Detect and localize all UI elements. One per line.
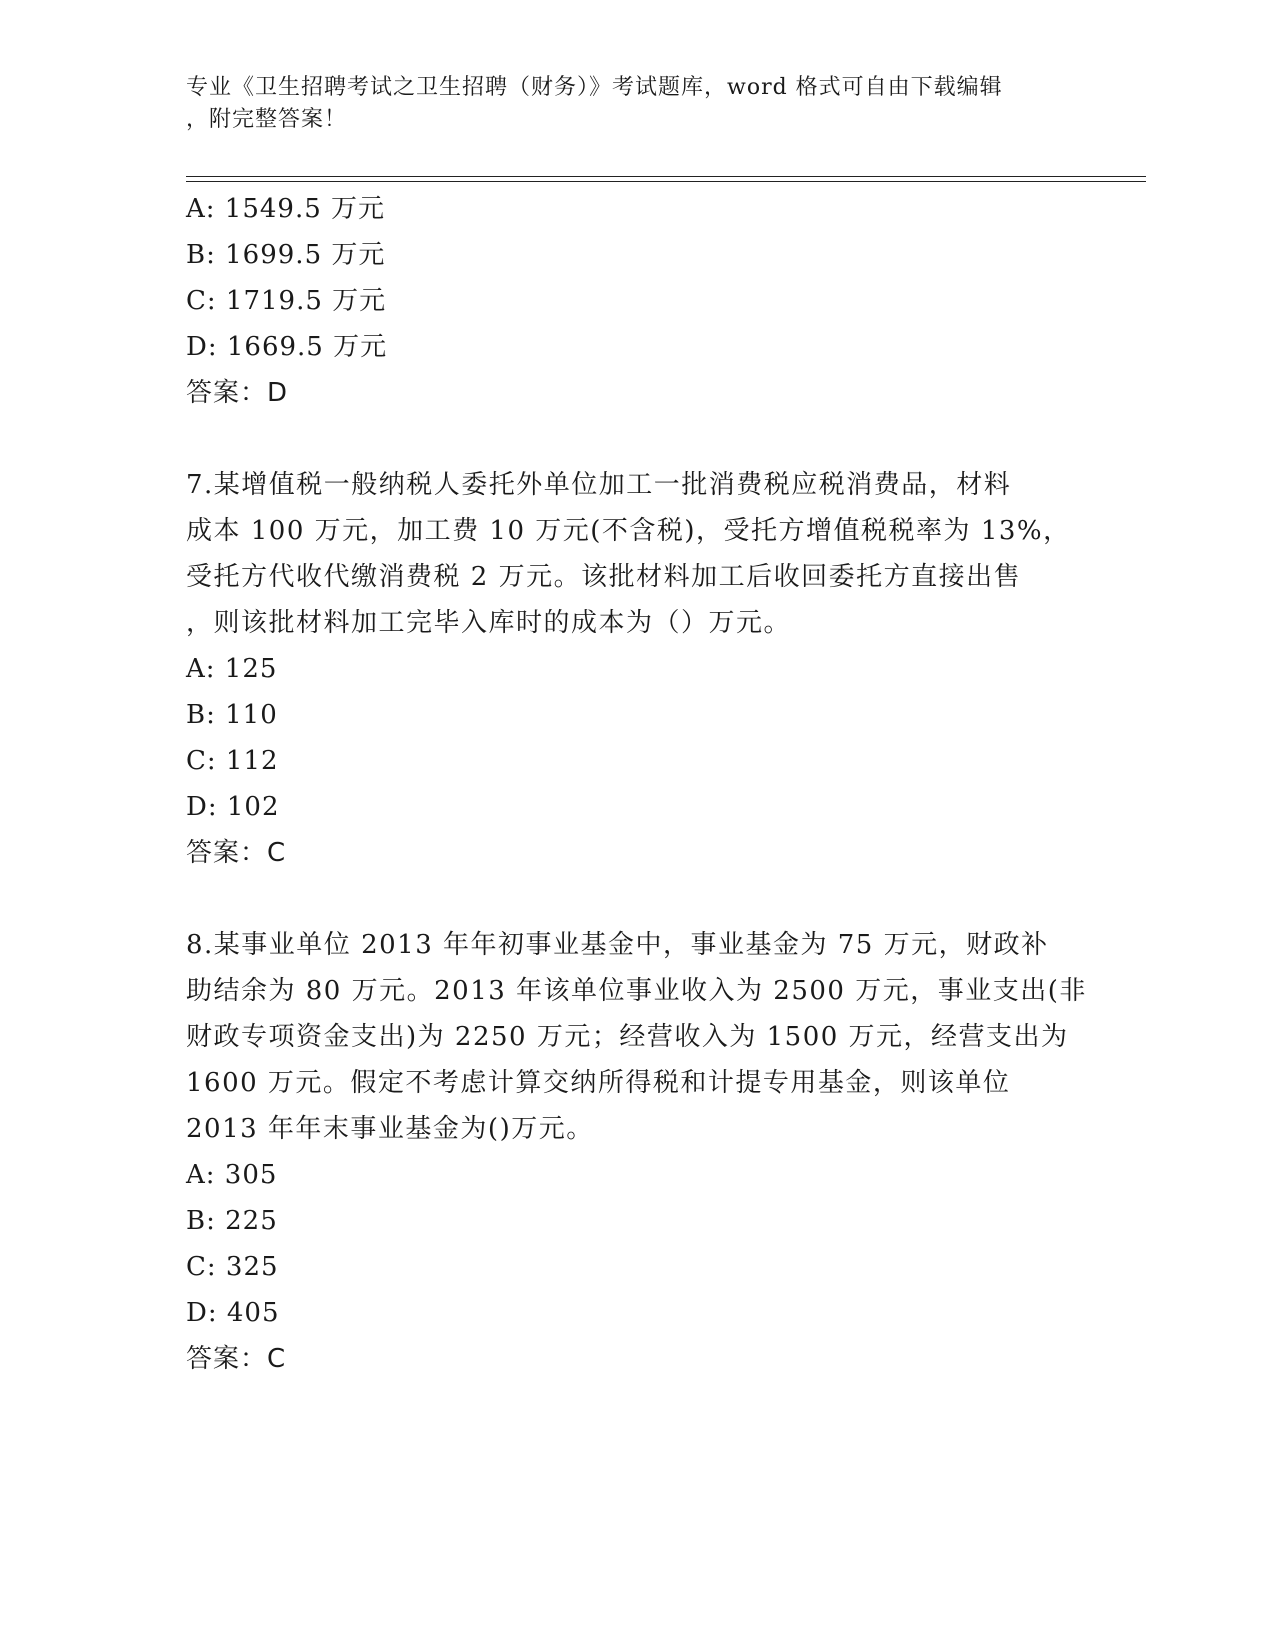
option-b: B: 225 [186, 1206, 278, 1236]
header-title-line-1: 专业《卫生招聘考试之卫生招聘（财务）》考试题库，word 格式可自由下载编辑 [186, 75, 1003, 100]
stem-line: 受托方代收代缴消费税 2 万元。该批材料加工后收回委托方直接出售 [186, 562, 1022, 592]
option-a: A: 305 [186, 1160, 278, 1190]
stem-line: 财政专项资金支出)为 2250 万元；经营收入为 1500 万元，经营支出为 [186, 1022, 1069, 1052]
stem-line: 7.某增值税一般纳税人委托外单位加工一批消费税应税消费品，材料 [186, 470, 1012, 500]
header-divider [186, 176, 1146, 182]
stem-line: 8.某事业单位 2013 年年初事业基金中，事业基金为 75 万元，财政补 [186, 930, 1049, 960]
option-b: B: 1699.5 万元 [186, 240, 386, 270]
option-d: D: 405 [186, 1298, 280, 1328]
stem-line: 助结余为 80 万元。2013 年该单位事业收入为 2500 万元，事业支出(非 [186, 976, 1087, 1006]
option-c: C: 325 [186, 1252, 279, 1282]
stem-line: ，则该批材料加工完毕入库时的成本为（）万元。 [186, 608, 792, 638]
option-a: A: 1549.5 万元 [186, 194, 386, 224]
answer-line: 答案：C [186, 838, 287, 868]
option-b: B: 110 [186, 700, 278, 730]
question-8 [186, 922, 1086, 1382]
stem-line: 1600 万元。假定不考虑计算交纳所得税和计提专用基金，则该单位 [186, 1068, 1011, 1098]
question-7 [186, 462, 1086, 876]
document-header [186, 72, 1066, 136]
stem-line: 2013 年年末事业基金为()万元。 [186, 1114, 594, 1144]
header-title-line-2: ，附完整答案！ [186, 107, 348, 132]
question-stem [186, 922, 1086, 1152]
question-stem [186, 462, 1086, 646]
answer-line: 答案：D [186, 378, 289, 408]
option-a: A: 125 [186, 654, 278, 684]
stem-line: 成本 100 万元，加工费 10 万元(不含税)，受托方增值税税率为 13%， [186, 516, 1071, 546]
answer-line: 答案：C [186, 1344, 287, 1374]
option-d: D: 102 [186, 792, 280, 822]
question-content [186, 186, 1086, 1382]
previous-question-options [186, 186, 1086, 416]
option-c: C: 112 [186, 746, 279, 776]
option-d: D: 1669.5 万元 [186, 332, 388, 362]
option-c: C: 1719.5 万元 [186, 286, 387, 316]
